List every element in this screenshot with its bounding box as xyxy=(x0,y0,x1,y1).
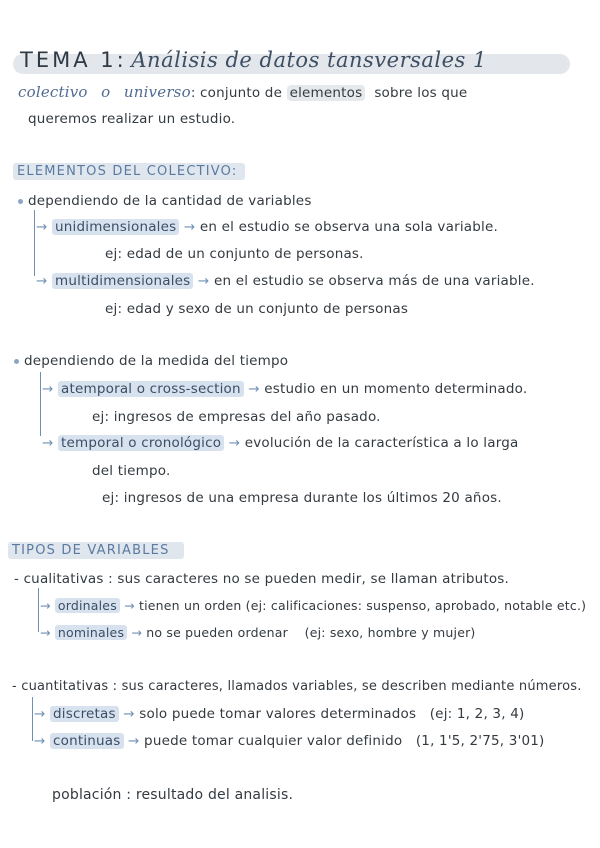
title-tema: TEMA 1 xyxy=(20,48,117,72)
bullet-cantidad xyxy=(18,193,312,209)
multi-line xyxy=(36,273,535,289)
bullet-tiempo-text: dependiendo de la medida del tiempo xyxy=(24,353,289,369)
title-sep: : xyxy=(116,48,125,72)
bracket-cuantitativas xyxy=(32,697,33,741)
term-unidimensionales: unidimensionales xyxy=(52,219,179,235)
arrow-icon: → xyxy=(36,273,48,289)
intro-line-1 xyxy=(18,83,467,101)
arrow-icon: → xyxy=(228,435,241,451)
poblacion-line: población : resultado del analisis. xyxy=(52,787,294,803)
section-elementos-colon: : xyxy=(231,164,238,179)
bullet-cantidad-text: dependiendo de la cantidad de variables xyxy=(28,193,312,209)
title-subject: Análisis de datos tansversales 1 xyxy=(131,48,487,72)
arrow-icon: → xyxy=(40,598,51,613)
multi-def: en el estudio se observa más de una variable. xyxy=(213,273,535,289)
continuas-line xyxy=(34,733,545,749)
arrow-icon: → xyxy=(123,706,135,722)
bracket-cantidad xyxy=(34,210,35,276)
bullet-dot xyxy=(14,359,19,364)
temporal-example: ej: ingresos de una empresa durante los últimos 20 años. xyxy=(102,490,502,506)
arrow-icon: → xyxy=(128,733,140,749)
term-multidimensionales: multidimensionales xyxy=(52,273,193,289)
term-ordinales: ordinales xyxy=(55,598,120,613)
discretas-line xyxy=(34,706,524,722)
bullet-dot xyxy=(18,199,23,204)
arrow-icon: → xyxy=(42,435,54,451)
discretas-example: (ej: 1, 2, 3, 4) xyxy=(429,706,525,722)
arrow-icon: → xyxy=(36,219,48,235)
uni-def: en el estudio se observa una sola variable. xyxy=(199,219,498,235)
intro-def-b: sobre los que xyxy=(374,85,468,101)
cuantitativas-line: - cuantitativas : sus caracteres, llamados variables, se describen mediante números. xyxy=(12,679,582,694)
atemporal-def: estudio en un momento determinado. xyxy=(264,381,528,397)
multi-example: ej: edad y sexo de un conjunto de personas xyxy=(105,301,409,317)
section-elementos-text: ELEMENTOS DEL COLECTIVO xyxy=(17,164,232,179)
term-continuas: continuas xyxy=(50,733,124,749)
arrow-icon: → xyxy=(34,733,46,749)
ordinales-def: tienen un orden (ej: calificaciones: suspenso, aprobado, notable etc.) xyxy=(138,598,587,613)
atemporal-example: ej: ingresos de empresas del año pasado. xyxy=(92,409,381,425)
nominales-line xyxy=(40,625,476,640)
term-discretas: discretas xyxy=(50,706,119,722)
discretas-def: solo puede tomar valores determinados xyxy=(139,706,417,722)
term-atemporal: atemporal o cross-section xyxy=(58,381,244,397)
cualitativas-line: - cualitativas : sus caracteres no se pueden medir, se llaman atributos. xyxy=(14,571,510,587)
section-elementos-heading xyxy=(17,164,237,179)
bracket-cualitativas xyxy=(38,588,39,632)
uni-line xyxy=(36,219,498,235)
bullet-tiempo xyxy=(14,353,288,369)
temporal-def: evolución de la característica a lo larga xyxy=(244,435,519,451)
arrow-icon: → xyxy=(131,625,143,640)
continuas-def: puede tomar cualquier valor definido xyxy=(144,733,403,749)
intro-highlight: elementos xyxy=(287,85,366,101)
section-tipos-heading: TIPOS DE VARIABLES xyxy=(12,543,170,558)
arrow-icon: → xyxy=(248,381,260,397)
term-nominales: nominales xyxy=(55,625,127,640)
arrow-icon: → xyxy=(197,273,210,289)
intro-line-2: queremos realizar un estudio. xyxy=(28,111,236,127)
bracket-tiempo xyxy=(40,372,41,436)
term-temporal: temporal o cronológico xyxy=(58,435,224,451)
uni-example: ej: edad de un conjunto de personas. xyxy=(105,246,364,262)
connector-o: o xyxy=(101,83,111,101)
temporal-def-cont: del tiempo. xyxy=(92,463,171,479)
continuas-example: (1, 1'5, 2'75, 3'01) xyxy=(415,733,545,749)
arrow-icon: → xyxy=(124,598,135,613)
temporal-line xyxy=(42,435,518,451)
arrow-icon: → xyxy=(42,381,54,397)
nominales-def: no se pueden ordenar xyxy=(146,625,288,640)
atemporal-line xyxy=(42,381,527,397)
nominales-example: (ej: sexo, hombre y mujer) xyxy=(304,625,476,640)
arrow-icon: → xyxy=(40,625,51,640)
term-colectivo: colectivo xyxy=(18,83,88,101)
arrow-icon: → xyxy=(183,219,196,235)
term-universo: universo xyxy=(123,83,191,101)
intro-def-a: : conjunto de xyxy=(190,85,283,101)
ordinales-line xyxy=(40,598,586,613)
page-title xyxy=(20,48,487,72)
arrow-icon: → xyxy=(34,706,46,722)
